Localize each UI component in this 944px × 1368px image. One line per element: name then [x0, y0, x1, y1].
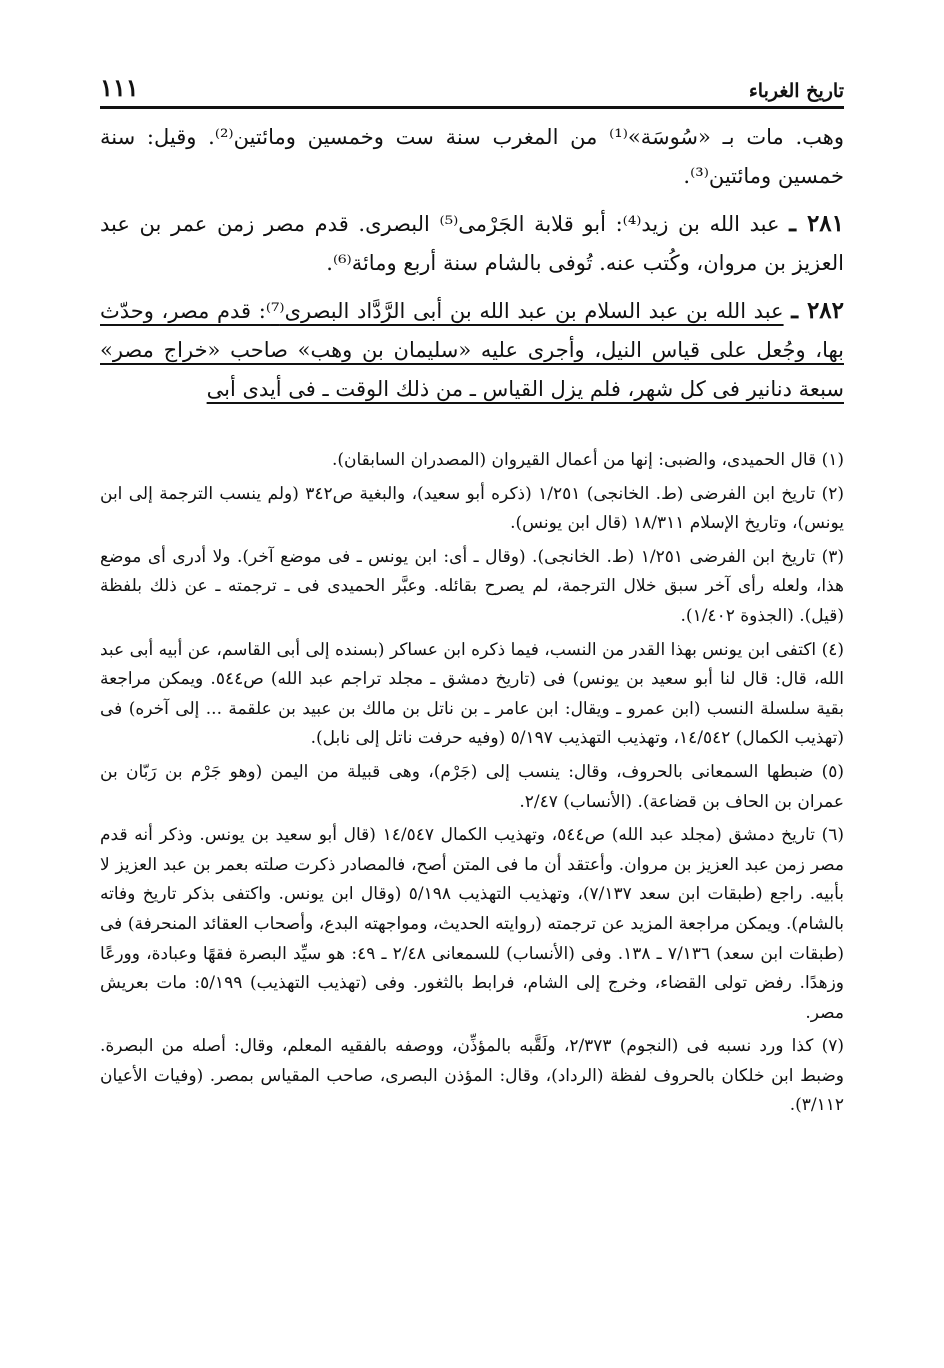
main-text [100, 118, 844, 417]
footnote-4: (٤) اكتفى ابن يونس بهذا القدر من النسب، فيما ذكره ابن عساكر (بسنده إلى أبى القاسم، عن أبيه أبى عبد الله، قال: قال لنا أبو سعيد بن يونس) فى (تاريخ دمشق ـ مجلد تراجم عبد الله) ص٥٤٤. ويمكن مراجعة بقية سلسلة النسب (ابن عمرو ـ ويقال: ابن عامر ـ بن ناتل بن مالك بن عبيد بن علقمة ... إلى آخره) فى (تهذيب الكمال) ١٤/٥٤٢، وتهذيب التهذيب ٥/١٩٧ (وفيه حرفت ناتل إلى نابل). [100, 639, 845, 749]
entry-number: ٢٨٢ ـ [791, 297, 845, 324]
footnote-6: (٦) تاريخ دمشق (مجلد عبد الله) ص٥٤٤، وتهذيب الكمال ١٤/٥٤٧ (قال أبو سعيد بن يونس. وذكر أنه قدم مصر زمن عبد العزيز بن مروان. وأعتقد أن ما فى المتن أصح، فالمصادر ذكرت صلته بعمر بن عبد العزيز لا بأبيه. راجع (طبقات ابن سعد ٧/١٣٧)، وتهذيب التهذيب ٥/١٩٨ (وقال ابن يونس. واكتفى بذكر تاريخ وفاته بالشام). ويمكن مراجعة المزيد عن ترجمته (روايته الحديث، ومواجهته البدع، وأصحاب العقائد المنحرفة) فى (طبقات ابن سعد) ٧/١٣٦ ـ ١٣٨. وفى (الأنساب) للسمعانى ٢/٤٨ ـ ٤٩: هو سيِّد البصرة فقهًا وعبادة، وورعًا وزهدًا. رفض تولى القضاء، وخرج إلى الشام، فرابط بالثغور. وفى (تهذيب التهذيب) ٥/١٩٩: مات بعريش مصر. [100, 825, 845, 1023]
entry-text: عبد الله بن عبد السلام بن عبد الله بن أبى الرَّدَّاد البصرى⁽⁷⁾: قدم مصر، وحدّث بها، وجُعل على قياس النيل، وأجرى عليه «سليمان بن وهب» صاحب «خراج مصر» سبعة دنانير فى كل شهر، فلم يزل القياس ـ من ذلك الوقت ـ فى أيدى أبى [100, 299, 844, 401]
footnote-5: (٥) ضبطها السمعانى بالحروف، وقال: ينسب إلى (جَرْم)، وهى قبيلة من اليمن (وهو جَرْم بن رَبّان بن عمران بن الحاف بن قضاعة). (الأنساب) ٢/٤٧. [100, 761, 844, 812]
entry-number: ٢٨١ ـ [789, 210, 844, 237]
entry-282 [100, 291, 844, 409]
footnote-1: (١) قال الحميدى، والضبى: إنها من أعمال القيروان (المصدران السابقان). [331, 450, 844, 470]
footnote-2: (٢) تاريخ ابن الفرضى (ط. الخانجى) ١/٢٥١ (ذكره أبو سعيد)، والبغية ص٣٤٢ (ولم ينسب الترجمة إلى ابن يونس)، وتاريخ الإسلام ١٨/٣١١ (قال ابن يونس). [100, 483, 844, 534]
page-number: ١١١ [100, 73, 139, 102]
running-title: تاريخ الغرباء [748, 80, 844, 102]
entry-text: عبد الله بن زيد⁽⁴⁾: أبو قلابة الجَرْمى⁽⁵⁾ البصرى. قدم مصر زمن عمر بن عبد العزيز بن مروان، وكُتب عنه. تُوفى بالشام سنة أربع ومائة⁽⁶⁾. [100, 212, 844, 275]
page-header [100, 62, 844, 109]
footnote-7: (٧) كذا ورد نسبه فى (النجوم) ٢/٣٧٣، ولَقَّبه بالمؤذِّن، ووصفه بالفقيه المعلم، وقال: أصله من البصرة. وضبط ابن خلكان بالحروف لفظة (الرداد)، وقال: المؤذن البصرى، صاحب المقياس بمصر. (وفيات الأعيان ٣/١١٢). [100, 1036, 844, 1116]
continuation-paragraph: وهب. مات بـ «سُوسَة»⁽¹⁾ من المغرب سنة ست وخمسين ومائتين⁽²⁾. وقيل: سنة خمسين ومائتين⁽³⁾. [100, 125, 844, 188]
footnote-3: (٣) تاريخ ابن الفرضى ١/٢٥١ (ط. الخانجى). (وقال ـ أى: ابن يونس ـ فى موضع آخر). ولا أدرى أى موضع هذا، ولعله رأى آخر سبق خلال الترجمة، لم يصرح بقائله. وعبَّر الحميدى فى ـ ترجمته ـ عن ذلك بلفظة (قيل). (الجذوة ١/٤٠٢). [100, 546, 844, 626]
footnotes [100, 446, 844, 1125]
entry-281 [100, 204, 844, 283]
